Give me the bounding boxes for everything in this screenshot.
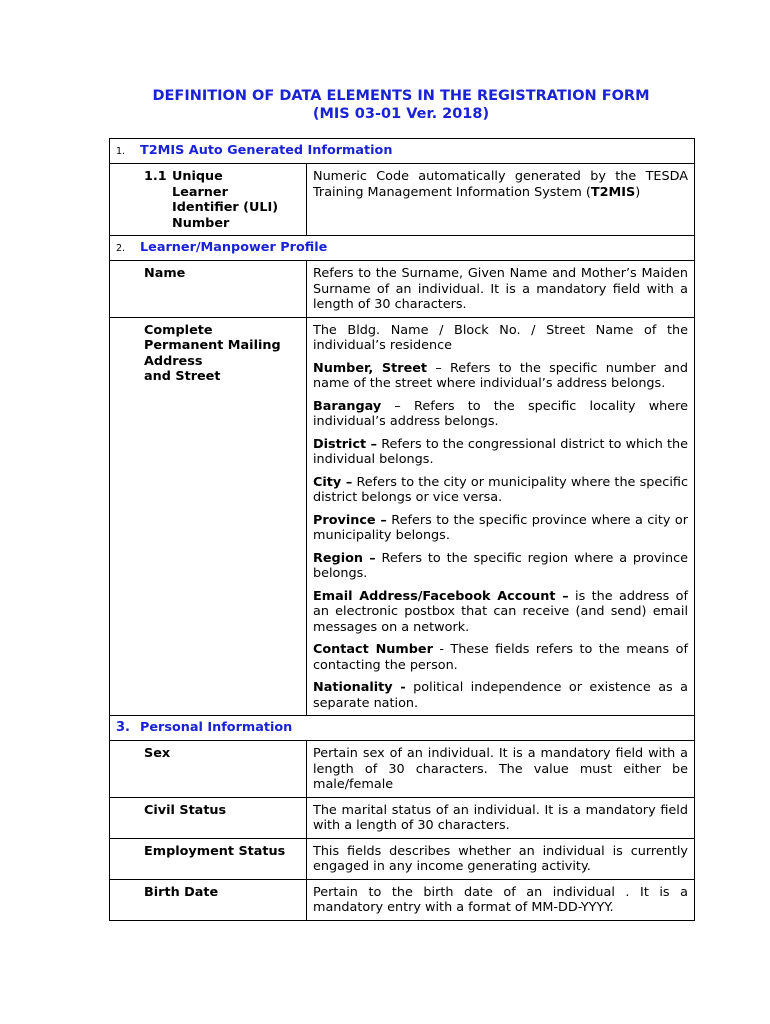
definitions-table <box>109 138 695 921</box>
document-title <box>0 87 770 123</box>
term-line: and Street <box>144 369 221 384</box>
description-bold: T2MIS <box>590 184 636 200</box>
term-cell: Employment Status <box>110 838 307 879</box>
table-row <box>110 261 695 318</box>
table-row <box>110 838 695 879</box>
paragraph-text: Refers to the city or municipality where the specific district belongs or vice versa. <box>313 474 688 505</box>
paragraph-text: – Refers to the specific locality where individual’s address belongs. <box>313 398 688 429</box>
term-line: Unique <box>172 169 223 184</box>
section-title: T2MIS Auto Generated Information <box>140 143 393 158</box>
paragraph-label: City – <box>313 474 353 490</box>
description-text: Numeric Code automatically generated by the TESDA Training Management Information System ( <box>313 169 688 200</box>
description-cell: Refers to the Surname, Given Name and Mother’s Maiden Surname of an individual. It is a mandatory field with a length of 30 characters. <box>307 261 695 318</box>
address-paragraph <box>313 642 688 673</box>
table-row <box>110 317 695 716</box>
address-paragraph <box>313 323 688 354</box>
paragraph-text: political independence or existence as a separate nation. <box>313 680 688 711</box>
term-line: Number <box>172 215 230 231</box>
paragraph-label: Contact Number <box>313 642 433 657</box>
term-cell: Civil Status <box>110 797 307 838</box>
section-header-1 <box>110 139 695 164</box>
table-row <box>110 797 695 838</box>
table-row <box>110 164 695 236</box>
section-number: 1. <box>116 146 126 157</box>
paragraph-label: Barangay <box>313 398 382 414</box>
section-title: Learner/Manpower Profile <box>140 240 328 255</box>
section-header-2 <box>110 236 695 261</box>
description-cell: The marital status of an individual. It is a mandatory field with a length of 30 characters. <box>307 797 695 838</box>
table-row <box>110 741 695 798</box>
address-paragraph <box>313 399 688 430</box>
address-paragraph <box>313 513 688 544</box>
term-cell <box>110 317 307 716</box>
term-line: Permanent Mailing <box>144 338 281 353</box>
paragraph-label: Region – <box>313 550 376 566</box>
description-cell: This fields describes whether an individual is currently engaged in any income generating activity. <box>307 838 695 879</box>
term-line: Complete <box>144 322 213 338</box>
term-number: 1.1 <box>144 169 167 184</box>
address-paragraph <box>313 437 688 468</box>
term-line: Identifier (ULI) <box>172 200 279 215</box>
term-cell: Sex <box>110 741 307 798</box>
description-cell: Pertain to the birth date of an individual . It is a mandatory entry with a format of MM-DD-YYYY. <box>307 879 695 920</box>
term-cell: Birth Date <box>110 879 307 920</box>
address-paragraph <box>313 361 688 392</box>
paragraph-text: is the address of an electronic postbox that can receive (and send) email messages on a network. <box>313 588 688 635</box>
paragraph-text: Refers to the specific region where a province belongs. <box>313 550 688 581</box>
paragraph-label: District – <box>313 436 378 452</box>
section-title: Personal Information <box>140 720 293 735</box>
description-cell: Pertain sex of an individual. It is a mandatory field with a length of 30 characters. The value must either be male/female <box>307 741 695 798</box>
paragraph-label: Province – <box>313 512 387 528</box>
paragraph-label: Nationality - <box>313 680 406 695</box>
paragraph-text: Refers to the congressional district to which the individual belongs. <box>313 436 688 467</box>
paragraph-text: - These fields refers to the means of contacting the person. <box>313 642 688 673</box>
title-line-2: (MIS 03-01 Ver. 2018) <box>312 106 490 122</box>
paragraph-text: – Refers to the specific number and name of the street where individual’s address belongs. <box>313 360 688 391</box>
term-line: Address <box>144 353 203 369</box>
section-header-3 <box>110 716 695 741</box>
section-number: 2. <box>116 243 126 254</box>
address-paragraph <box>313 680 688 711</box>
address-paragraph <box>313 551 688 582</box>
description-cell <box>307 164 695 236</box>
description-text: ) <box>635 184 641 200</box>
paragraph-label: Number, Street <box>313 360 428 376</box>
paragraph-text: Refers to the specific province where a city or municipality belongs. <box>313 512 688 543</box>
term-cell: Name <box>110 261 307 318</box>
table-row <box>110 879 695 920</box>
paragraph-label: Email Address/Facebook Account – <box>313 588 569 604</box>
title-line-1: DEFINITION OF DATA ELEMENTS IN THE REGISTRATION FORM <box>152 88 650 104</box>
address-paragraph <box>313 475 688 506</box>
term-line: Learner <box>172 184 228 200</box>
address-paragraph <box>313 589 688 636</box>
description-cell <box>307 317 695 716</box>
term-cell <box>110 164 307 236</box>
paragraph-text: The Bldg. Name / Block No. / Street Name of the individual’s residence <box>313 322 688 353</box>
section-number: 3. <box>116 720 130 735</box>
